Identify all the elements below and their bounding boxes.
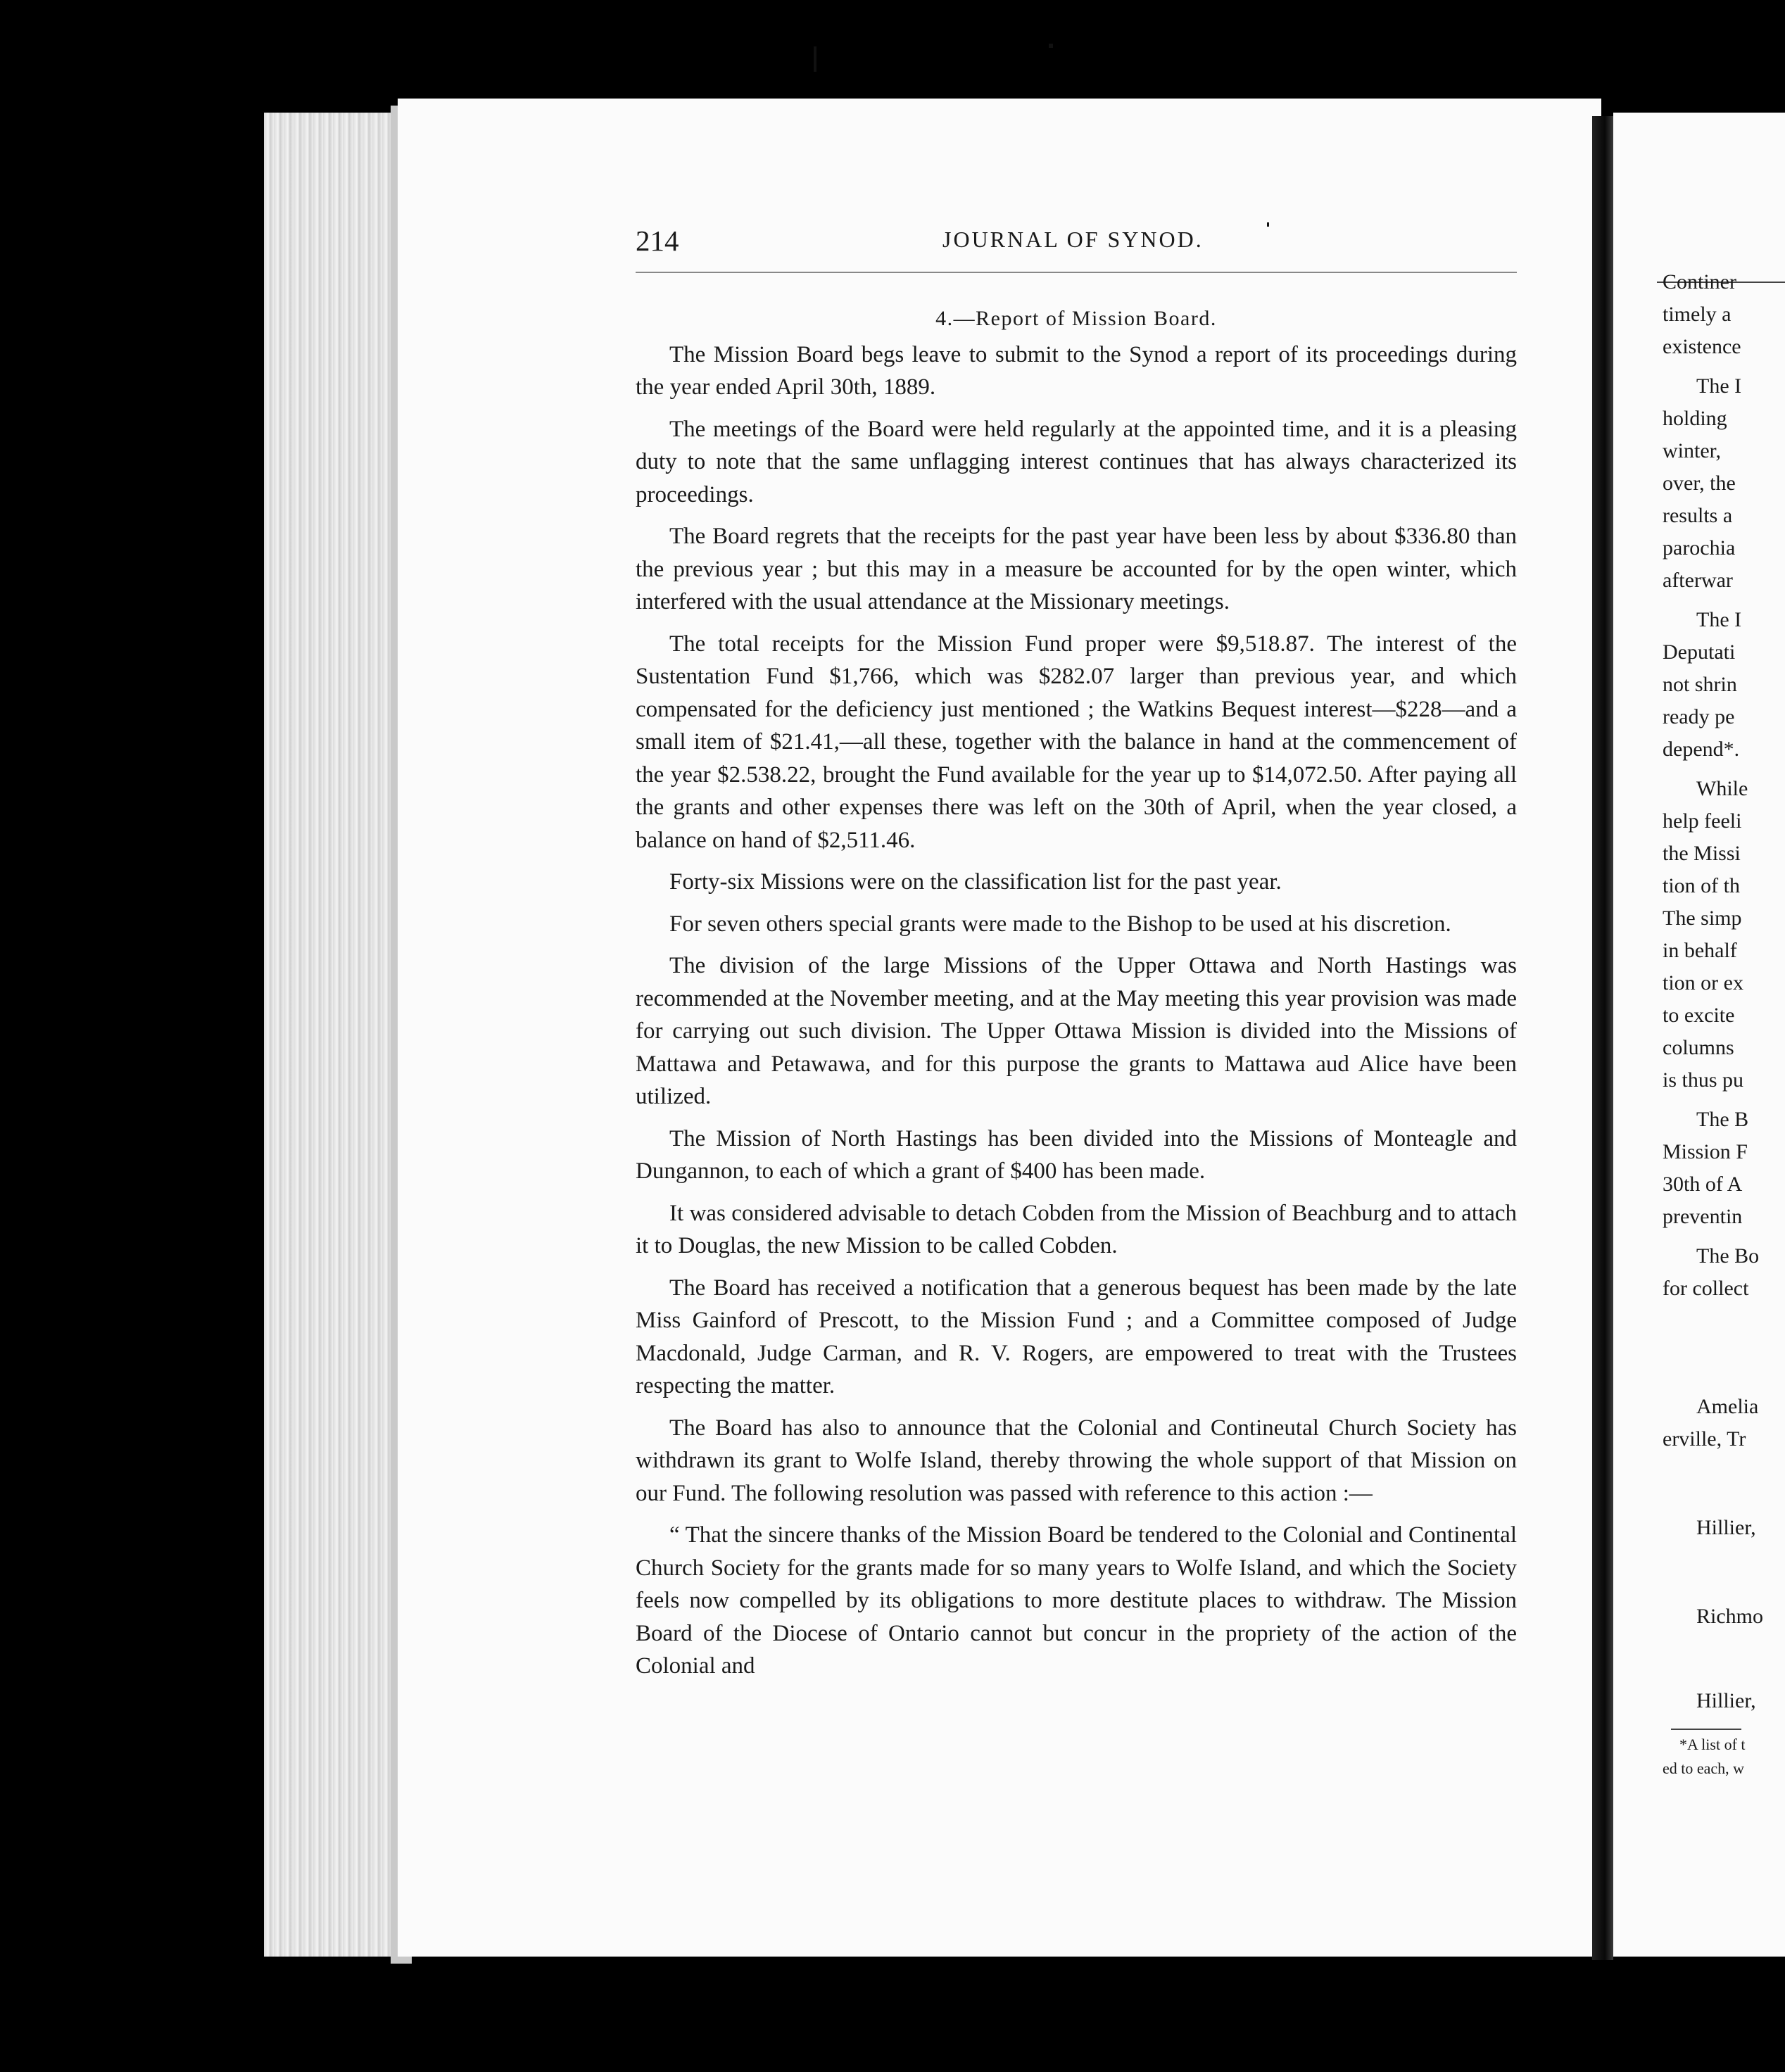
book-gutter bbox=[1592, 116, 1613, 1960]
right-page-line: the Missi bbox=[1663, 842, 1741, 865]
scan-speck bbox=[814, 46, 816, 72]
running-head: JOURNAL OF SYNOD. bbox=[942, 227, 1204, 252]
right-page-line: results a bbox=[1663, 504, 1733, 527]
right-page-line: ready pe bbox=[1663, 705, 1735, 728]
right-page-line: preventin bbox=[1663, 1205, 1743, 1228]
right-page-line: Amelia bbox=[1696, 1395, 1759, 1418]
right-page-line: The I bbox=[1696, 608, 1742, 631]
right-page-line: in behalf bbox=[1663, 939, 1737, 962]
right-page-line: The B bbox=[1696, 1108, 1749, 1131]
footnote-line: *A list of t bbox=[1679, 1736, 1746, 1753]
paragraph: The Board has received a notification that a generous bequest has been made by the late Miss Gainford of Prescott, to the Mission Fund ; and a Committee composed of Judge Macdonald, Judge Carman, and R. V. Rogers, are empowered to treat with the Trustees respecting the matter. bbox=[636, 1275, 1517, 1398]
report-body bbox=[636, 303, 1517, 1692]
right-page-line: The I bbox=[1696, 374, 1742, 398]
footnote-rule bbox=[1671, 1729, 1741, 1730]
right-page-line: Continer bbox=[1663, 270, 1736, 293]
footnote-line: ed to each, w bbox=[1663, 1760, 1745, 1777]
paragraph: For seven others special grants were made to the Bishop to be used at his discretion. bbox=[669, 911, 1451, 937]
paragraph: It was considered advisable to detach Cobden from the Mission of Beachburg and to attach it to Douglas, the new Mission to be called Cobden. bbox=[636, 1200, 1517, 1258]
right-page-line: for collect bbox=[1663, 1277, 1749, 1300]
paragraph: Forty-six Missions were on the classification list for the past year. bbox=[669, 869, 1282, 895]
scan-speck bbox=[1049, 44, 1053, 48]
paragraph: The division of the large Missions of the Upper Ottawa and North Hastings was recommended at the November meeting, and at the May meeting this year provision was made for carrying out such division. The Upper Ottawa Mission is divided into the Missions of Mattawa and Petawawa, and for this purpose the grants to Mattawa aud Alice have been utilized. bbox=[636, 953, 1517, 1109]
right-page-line: existence bbox=[1663, 335, 1741, 358]
header-rule bbox=[636, 272, 1517, 273]
right-page-line: depend*. bbox=[1663, 738, 1740, 761]
right-page-line: parochia bbox=[1663, 536, 1736, 560]
paragraph: The Mission of North Hastings has been divided into the Missions of Monteagle and Dungannon, to each of which a grant of $400 has been made. bbox=[636, 1125, 1517, 1184]
right-page-line: afterwar bbox=[1663, 569, 1733, 592]
right-page-line: While bbox=[1696, 777, 1748, 800]
paragraph: The Board has also to announce that the Colonial and Contineutal Church Society has withdrawn its grant to Wolfe Island, thereby throwing the whole support of that Mission on our Fund. The following resolution was passed with reference to this action :— bbox=[636, 1415, 1517, 1506]
right-page-line: The simp bbox=[1663, 906, 1742, 930]
right-page-line: over, the bbox=[1663, 472, 1736, 495]
paragraph: “ That the sincere thanks of the Mission Board be tendered to the Colonial and Continental Church Society for the grants made for so many years to Wolfe Island, and which the Society feels now compelled by its obligations to more destitute places to withdraw. The Mission Board of the Diocese of Ontario cannot but concur in the propriety of the action of the Colonial and bbox=[636, 1522, 1517, 1679]
right-page-line: Deputati bbox=[1663, 640, 1736, 664]
right-page-line: Mission F bbox=[1663, 1140, 1748, 1163]
right-page-line: to excite bbox=[1663, 1004, 1735, 1027]
paragraph: The Board regrets that the receipts for the past year have been less by about $336.80 than the previous year ; but this may in a measure be accounted for by the open winter, which interfered with the usual attendance at the Missionary meetings. bbox=[636, 524, 1517, 614]
page-number: 214 bbox=[636, 225, 679, 257]
page-header bbox=[636, 224, 1517, 263]
right-page-line: columns bbox=[1663, 1036, 1734, 1059]
right-page-line: erville, Tr bbox=[1663, 1427, 1746, 1451]
right-page-line: The Bo bbox=[1696, 1244, 1760, 1268]
right-page-line: Hillier, bbox=[1696, 1689, 1756, 1712]
right-page-line: not shrin bbox=[1663, 673, 1737, 696]
paragraph: The meetings of the Board were held regularly at the appointed time, and it is a pleasing duty to note that the same unflagging interest continues that has always characterized its proceedings. bbox=[636, 416, 1517, 507]
paragraph: The total receipts for the Mission Fund proper were $9,518.87. The interest of the Sustentation Fund $1,766, which was $282.07 larger than previous year, and which compensated for the deficiency just mentioned ; the Watkins Bequest interest—$228—and a small item of $21.41,—all these, together with the balance in hand at the commencement of the year $2.538.22, brought the Fund available for the year up to $14,072.50. After paying all the grants and other expenses there was left on the 30th of April, when the year closed, a balance on hand of $2,511.46. bbox=[636, 631, 1517, 853]
right-page-line: tion or ex bbox=[1663, 971, 1743, 994]
right-page-footnotes bbox=[1663, 1733, 1785, 1781]
right-page-line: Richmo bbox=[1696, 1605, 1763, 1628]
right-page-line: 30th of A bbox=[1663, 1173, 1743, 1196]
right-page-line: is thus pu bbox=[1663, 1068, 1744, 1092]
right-page-line: Hillier, bbox=[1696, 1516, 1756, 1539]
right-page-line: help feeli bbox=[1663, 809, 1742, 833]
page-edges bbox=[264, 113, 401, 1957]
right-page-line: timely a bbox=[1663, 303, 1732, 326]
right-page-line: holding bbox=[1663, 407, 1727, 430]
right-page-line: winter, bbox=[1663, 439, 1721, 462]
paragraph: The Mission Board begs leave to submit to the Synod a report of its proceedings during the year ended April 30th, 1889. bbox=[636, 341, 1517, 400]
section-title: 4.—Report of Mission Board. bbox=[935, 307, 1217, 330]
right-page-line: tion of th bbox=[1663, 874, 1740, 897]
